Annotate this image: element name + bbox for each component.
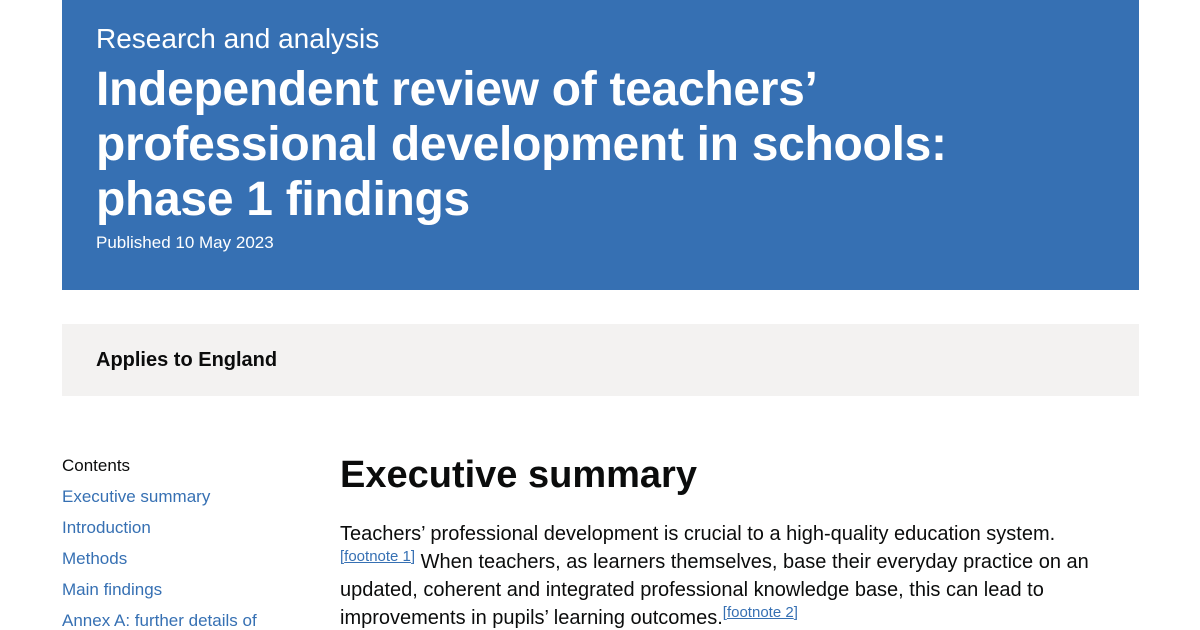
contents-link-methods[interactable]: Methods xyxy=(62,549,128,568)
masthead-banner xyxy=(62,0,1139,290)
contents-link-main-findings[interactable]: Main findings xyxy=(62,580,163,599)
footnote-1: [footnote 1] xyxy=(340,548,416,565)
footnote-2-link[interactable]: footnote 2 xyxy=(726,604,794,621)
contents-list xyxy=(62,486,292,630)
contents-link-executive-summary[interactable]: Executive summary xyxy=(62,487,211,506)
contents-item xyxy=(62,517,292,548)
section-heading: Executive summary xyxy=(340,454,697,496)
applies-to-text: Applies to England xyxy=(96,349,278,371)
summary-paragraph xyxy=(340,520,1130,630)
document-type: Research and analysis xyxy=(96,23,380,54)
footnote-1-link[interactable]: footnote 1 xyxy=(344,548,411,565)
main-content xyxy=(340,450,1140,630)
contents-item xyxy=(62,486,292,517)
contents-item xyxy=(62,548,292,579)
paragraph-text-1: Teachers’ professional development is crucial to a high-quality education system. xyxy=(340,523,1056,545)
applies-to-panel xyxy=(62,324,1139,396)
paragraph-text-2: When teachers, as learners themselves, base their everyday practice on an updated, coherent and integrated professional knowledge base, this can lead to improvements in pupils’ learning outcomes. xyxy=(340,551,1089,629)
footnote-2: [footnote 2] xyxy=(722,604,798,621)
contents-link-introduction[interactable]: Introduction xyxy=(62,518,151,537)
contents-nav xyxy=(62,455,292,630)
page-title: Independent review of teachers’ professional development in schools: phase 1 findings xyxy=(96,63,947,226)
contents-item xyxy=(62,610,292,630)
contents-link-annex-a[interactable]: Annex A: further details of xyxy=(62,611,257,630)
contents-heading: Contents xyxy=(62,456,131,475)
contents-item xyxy=(62,579,292,610)
published-date: Published 10 May 2023 xyxy=(96,233,274,252)
